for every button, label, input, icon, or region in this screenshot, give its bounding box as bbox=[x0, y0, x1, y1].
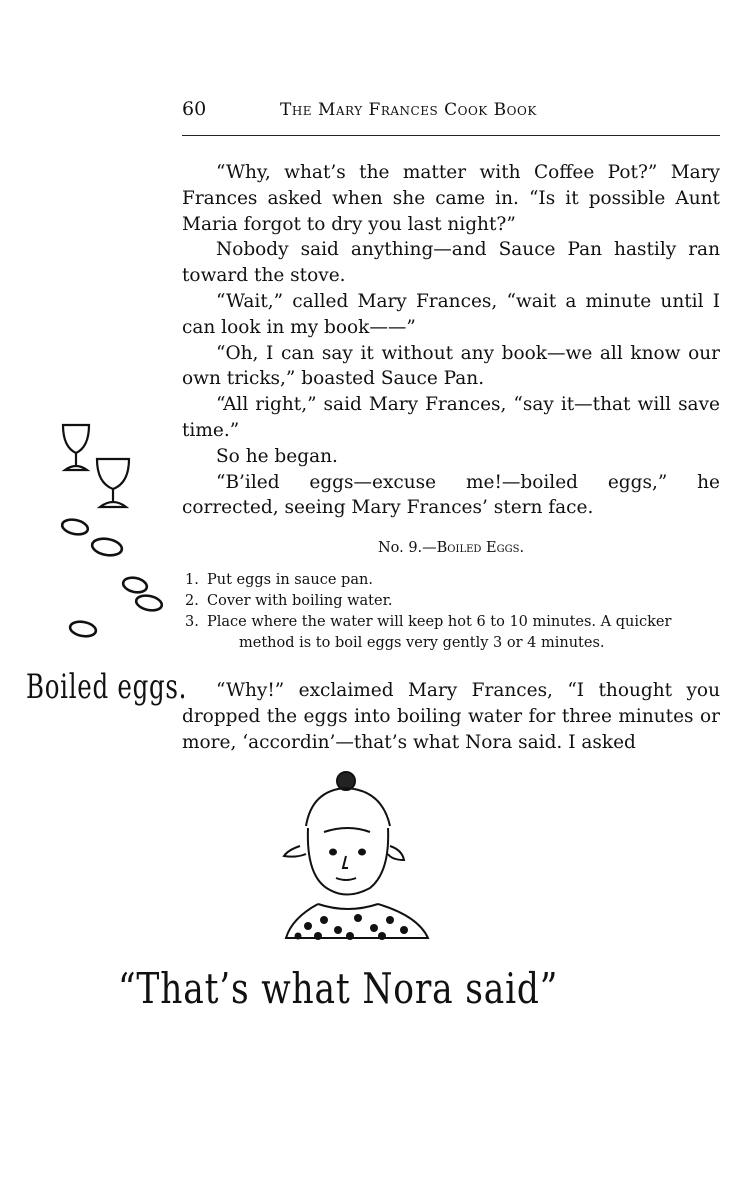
body-text-continued bbox=[182, 678, 720, 755]
paragraph: “All right,” said Mary Frances, “say it—that will save time.” bbox=[182, 394, 720, 441]
girl-head-icon bbox=[284, 772, 428, 938]
illustration-caption: “That’s what Nora said” bbox=[118, 964, 559, 1013]
paragraph: “Oh, I can say it without any book—we all know our own tricks,” boasted Sauce Pan. bbox=[182, 342, 720, 390]
recipe-step bbox=[185, 591, 725, 612]
recipe-step bbox=[185, 612, 725, 654]
step-text: Place where the water will keep hot 6 to 10 minutes. A quicker bbox=[207, 614, 672, 630]
egg-cup-icon bbox=[97, 459, 129, 507]
egg-cups-illustration bbox=[55, 415, 175, 655]
page-header bbox=[182, 98, 720, 126]
girl-illustration bbox=[278, 768, 438, 953]
dress-dots-icon bbox=[295, 914, 409, 940]
recipe-number: No. 9.— bbox=[377, 540, 437, 556]
paragraph: “Why!” exclaimed Mary Frances, “I thought you dropped the eggs into boiling water for three minutes or more, ‘accordin’—that’s what Nora said. I asked bbox=[182, 680, 720, 753]
paragraph: “Why, what’s the matter with Coffee Pot?” Mary Frances asked when she came in. “Is it possible Aunt Maria forgot to dry you last night?” bbox=[182, 162, 720, 235]
margin-caption: Boiled eggs. bbox=[26, 667, 188, 707]
recipe-step bbox=[185, 570, 725, 591]
paragraph: “Wait,” called Mary Frances, “wait a minute until I can look in my book——” bbox=[182, 290, 720, 338]
header-rule bbox=[182, 135, 720, 136]
page-number: 60 bbox=[182, 98, 207, 120]
paragraph: “B’iled eggs—excuse me!—boiled eggs,” he corrected, seeing Mary Frances’ stern face. bbox=[182, 471, 720, 519]
running-title: The Mary Frances Cook Book bbox=[280, 100, 537, 120]
paragraph: Nobody said anything—and Sauce Pan hastily ran toward the stove. bbox=[182, 239, 720, 287]
egg-icon bbox=[61, 517, 163, 638]
body-text bbox=[182, 160, 720, 521]
egg-cup-icon bbox=[63, 425, 89, 470]
step-number: 3. bbox=[185, 614, 199, 630]
step-text-continued: method is to boil eggs very gently 3 or 4 minutes. bbox=[239, 635, 605, 651]
step-number: 1. bbox=[185, 572, 199, 588]
recipe-heading bbox=[182, 540, 720, 556]
step-text: Put eggs in sauce pan. bbox=[207, 572, 373, 588]
step-number: 2. bbox=[185, 593, 199, 609]
recipe-title: Boiled Eggs. bbox=[436, 540, 525, 556]
recipe-steps bbox=[185, 570, 725, 654]
step-text: Cover with boiling water. bbox=[207, 593, 393, 609]
paragraph: So he began. bbox=[216, 445, 338, 467]
